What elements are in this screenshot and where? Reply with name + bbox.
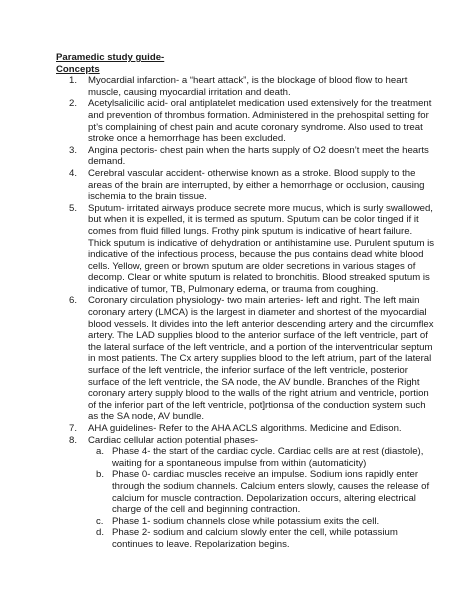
sublist-item xyxy=(88,446,436,469)
list-item-text: Cardiac cellular action potential phases- xyxy=(88,434,259,446)
sublist-item xyxy=(88,527,436,550)
section-heading: Concepts xyxy=(56,63,100,75)
list-item-number: 3. xyxy=(69,144,78,156)
concepts-list xyxy=(56,75,436,550)
list-item xyxy=(56,295,436,423)
sublist-item-text: Phase 4- the start of the cardiac cycle. Cardiac cells are at rest (diastole), waiting for a spontaneous impulse from within (automaticity) xyxy=(112,446,424,469)
list-item xyxy=(56,168,436,203)
sublist-item-letter: c. xyxy=(96,515,104,527)
sublist-item-letter: a. xyxy=(96,446,105,458)
list-item xyxy=(56,145,436,168)
list-item-text: Myocardial infarction- a “heart attack”, is the blockage of blood flow to heart muscle, causing myocardial irritation and death. xyxy=(88,75,408,98)
list-item-number: 5. xyxy=(69,202,78,214)
list-item-text: Sputum- irritated airways produce secrete more mucus, which is surly swallowed, but when it is expelled, it is termed as sputum. Sputum can be color tinged if it comes from fluid filled lungs. Frothy pink sputum is indicative of heart failure. Thick sputum is indicative of dehydration or antihistamine use. Purulent sputum is indicative of the infectious process, because the pus contains dead white blood cells. Yellow, green or brown sputum are older secretions in various stages of decomp. Clear or white sputum is related to bronchitis. Blood streaked sputum is indicative of tumor, TB, Pulmonary edema, or trauma from coughing. xyxy=(88,202,435,295)
list-item xyxy=(56,98,436,144)
list-item-number: 2. xyxy=(69,98,78,110)
list-item-number: 7. xyxy=(69,423,78,434)
sublist-item-letter: b. xyxy=(96,469,105,481)
sublist-item xyxy=(88,516,436,528)
list-item xyxy=(56,435,436,551)
list-item-text: AHA guidelines- Refer to the AHA ACLS algorithms. Medicine and Edison. xyxy=(88,423,402,434)
list-item-number: 8. xyxy=(69,434,78,446)
sublist-item-text: Phase 1- sodium channels close while potassium exits the cell. xyxy=(112,515,380,527)
list-item-number: 1. xyxy=(69,75,78,87)
list-item xyxy=(56,75,436,98)
list-item-text: Angina pectoris- chest pain when the harts supply of O2 doesn’t meet the hearts demand. xyxy=(88,144,429,168)
list-item-number: 4. xyxy=(69,167,78,179)
document-title: Paramedic study guide- xyxy=(56,52,165,63)
list-item-text: Cerebral vascular accident- otherwise known as a stroke. Blood supply to the areas of the brain are interrupted, by either a hemorrhage or occlusion, causing ischemia to the brain tissue. xyxy=(88,167,425,203)
phases-sublist xyxy=(88,446,436,550)
list-item-number: 6. xyxy=(69,295,78,307)
list-item-text: Acetylsalicilic acid- oral antiplatelet medication used extensively for the treatment and prevention of thrombus formation. Administered in the prehospital setting for pt’s complaining of chest pain and acute coronary syndrome. Also used to treat stroke once a hemorrhage has been excluded. xyxy=(88,98,432,145)
sublist-item xyxy=(88,469,436,515)
sublist-item-text: Phase 2- sodium and calcium slowly enter the cell, while potassium continues to leave. Repolarization begins. xyxy=(112,527,398,550)
list-item xyxy=(56,203,436,296)
sublist-item-text: Phase 0- cardiac muscles receive an impulse. Sodium ions rapidly enter through the sodium channels. Calcium enters slowly, causes the release of calcium for muscle contraction. Depolarization occurs, altering electrical charge of the cell and beginning contraction. xyxy=(112,469,430,516)
document-page xyxy=(56,52,436,551)
list-item-text: Coronary circulation physiology- two main arteries- left and right. The left main coronary artery (LMCA) is the largest in diameter and shortest of the myocardial blood vessels. It divides into the left anterior descending artery and the circumflex artery. The LAD supplies blood to the anterior surface of the left ventricle, part of the lateral surface of the left ventricle, and a portion of the interventricular septum in most patients. The Cx artery supplies blood to the left atrium, part of the lateral surface of the left ventricle, the inferior surface of the left ventricle, posterior surface of the left ventricle, the SA node, the AV bundle. Branches of the Right coronary artery supply blood to the walls of the right atrium and ventricle, portion of the inferior part of the left ventricle, pot]rtionsa of the conduction system such as the SA node, AV bundle. xyxy=(88,295,434,423)
list-item xyxy=(56,423,436,435)
sublist-item-letter: d. xyxy=(96,527,105,539)
